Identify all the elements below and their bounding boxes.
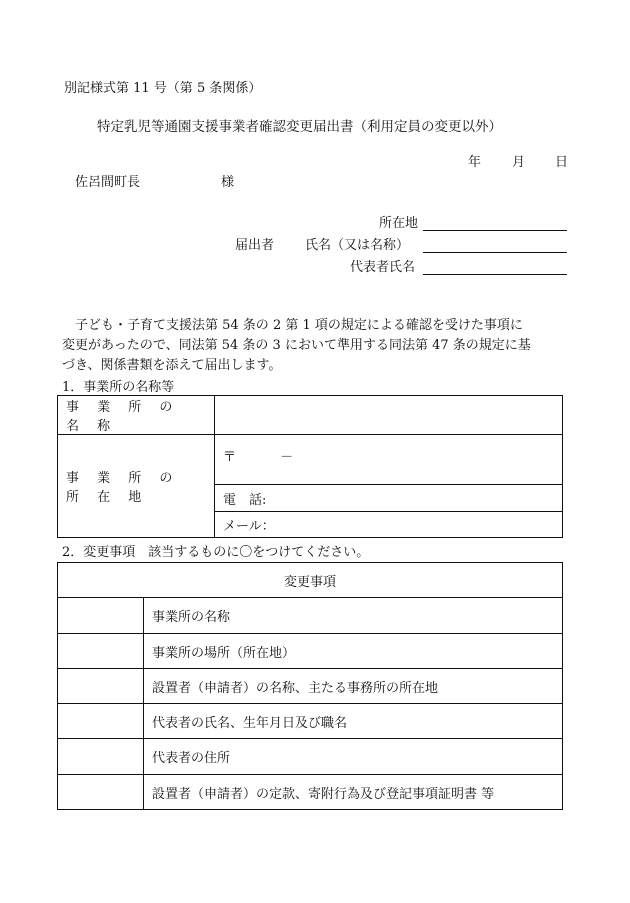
section1-heading: 1．事業所の名称等 [62,380,175,395]
location-field[interactable] [423,217,567,231]
addressee-name: 佐呂間町長 [75,175,141,190]
changes-table-header: 変更事項 [58,563,563,598]
representative-field[interactable] [423,261,567,275]
change-item-facility-name: 事業所の名称 [144,598,563,634]
mail-label: メール： [223,519,275,534]
phone-field[interactable] [215,485,563,512]
change-item-facility-location: 事業所の場所（所在地） [144,634,563,669]
check-cell[interactable] [58,598,144,634]
change-item-representative-details: 代表者の氏名、生年月日及び職名 [144,704,563,739]
check-cell[interactable] [58,775,144,810]
phone-label: 電 話: [223,492,267,508]
section2-heading: 2．変更事項 該当するものに〇をつけてください。 [62,545,370,560]
body-line-3: づき、関係書類を添えて届出します。 [62,358,282,373]
location-label: 所在地 [379,216,419,231]
body-line-1: 子ども・子育て支援法第 54 条の 2 第 1 項の規定による確認を受けた事項に [75,318,523,333]
check-cell[interactable] [58,669,144,704]
date-day-label: 日 [555,155,569,170]
facility-name-field[interactable] [215,396,563,435]
document-title: 特定乳児等通園支援事業者確認変更届出書（利用定員の変更以外） [97,119,502,135]
date-month-label: 月 [512,155,526,170]
changes-table [57,562,563,810]
form-number: 別記様式第 11 号（第 5 条関係） [64,81,262,96]
name-field[interactable] [423,239,567,253]
change-item-operator-name-office: 設置者（申請者）の名称、主たる事務所の所在地 [144,669,563,704]
body-line-2: 変更があったので、同法第 54 条の 3 において準用する同法第 47 条の規定に基 [62,338,531,353]
notifier-role-label: 届出者 [235,238,275,253]
mail-field[interactable] [215,512,563,538]
facility-name-label: 事 業 所 の 名 称 [58,396,215,435]
check-cell[interactable] [58,704,144,739]
addressee-honorific: 様 [221,175,235,190]
postal-dash: － [280,450,294,465]
check-cell[interactable] [58,634,144,669]
change-item-representative-address: 代表者の住所 [144,739,563,775]
change-item-articles-registration: 設置者（申請者）の定款、寄附行為及び登記事項証明書 等 [144,775,563,810]
facility-address-label: 事 業 所 の 所 在 地 [58,435,215,538]
postal-code-field[interactable] [215,435,563,485]
name-label: 氏名（又は名称） [305,238,410,253]
representative-label: 代表者氏名 [350,260,416,275]
check-cell[interactable] [58,739,144,775]
postal-mark: 〒 [223,450,237,465]
facility-table [57,395,563,538]
date-year-label: 年 [468,155,482,170]
